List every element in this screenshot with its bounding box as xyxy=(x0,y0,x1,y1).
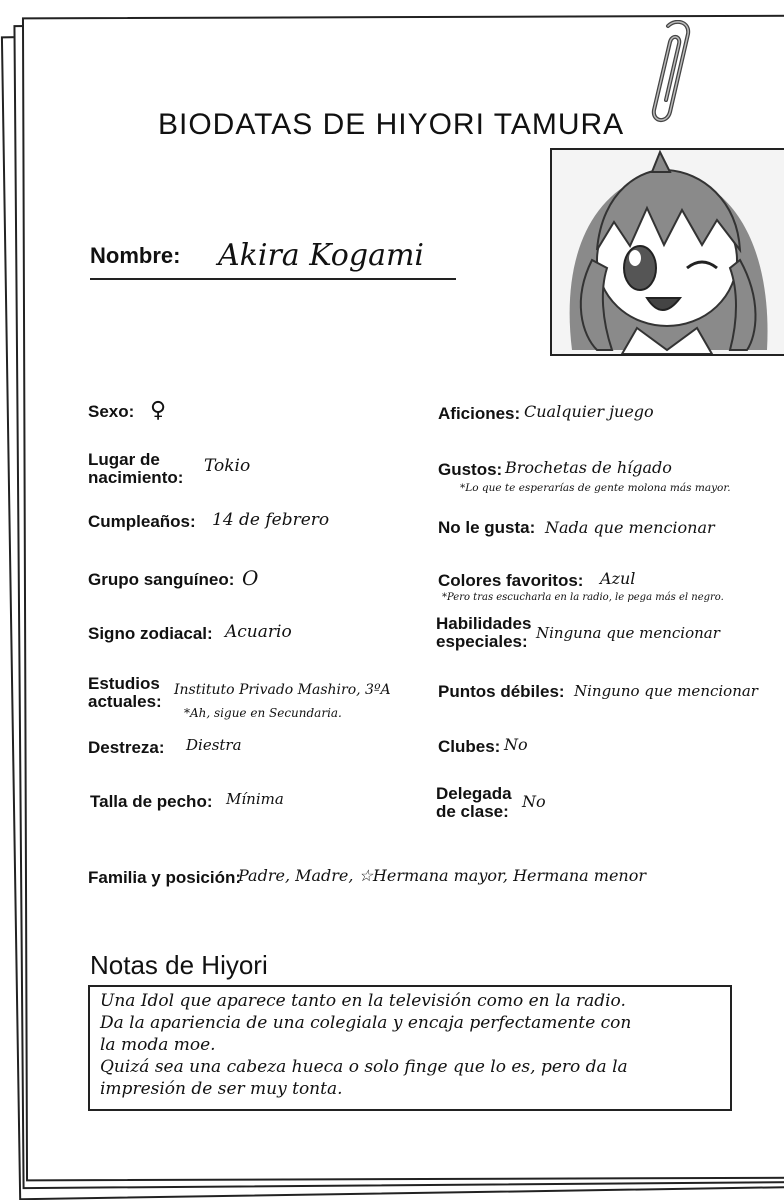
dislikes-label: No le gusta: xyxy=(438,518,536,537)
character-portrait xyxy=(550,148,784,356)
class-rep-value: No xyxy=(522,792,546,811)
birthday-label: Cumpleaños: xyxy=(88,512,196,531)
favorite-colors-note: *Pero tras escucharla en la radio, le pega más el negro. xyxy=(442,592,724,603)
favorite-colors-label: Colores favoritos: xyxy=(438,571,584,590)
page-title: BIODATAS DE HIYORI TAMURA xyxy=(158,108,625,141)
sex-value: ♀ xyxy=(150,398,167,423)
clubs-label: Clubes: xyxy=(438,737,501,756)
family-value: Padre, Madre, ☆Hermana mayor, Hermana menor xyxy=(238,866,647,885)
family-label: Familia y posición: xyxy=(88,868,242,887)
likes-note: *Lo que te esperarías de gente molona más mayor. xyxy=(460,482,731,494)
notes-title: Notas de Hiyori xyxy=(90,950,268,980)
birthplace-label-2: nacimiento: xyxy=(88,468,184,487)
weak-points-label: Puntos débiles: xyxy=(438,682,565,701)
special-skills-value: Ninguna que mencionar xyxy=(536,624,720,642)
notes-line: impresión de ser muy tonta. xyxy=(100,1079,343,1099)
class-rep-label-2: de clase: xyxy=(436,802,509,821)
studies-label-1: Estudios xyxy=(88,674,160,693)
special-skills-label-1: Habilidades xyxy=(436,614,532,633)
blood-type-value: O xyxy=(242,566,259,590)
handedness-label: Destreza: xyxy=(88,738,165,757)
sex-label: Sexo: xyxy=(88,402,135,421)
hobbies-value: Cualquier juego xyxy=(524,402,654,421)
hobbies-label: Aficiones: xyxy=(438,404,521,423)
handedness-value: Diestra xyxy=(186,736,242,754)
paper-clip-icon xyxy=(630,20,710,140)
name-value: Akira Kogami xyxy=(218,238,425,273)
birthday-value: 14 de febrero xyxy=(212,510,330,530)
likes-label: Gustos: xyxy=(438,460,503,479)
notes-line: Da la apariencia de una colegiala y encaja perfectamente con xyxy=(100,1013,632,1033)
likes-value: Brochetas de hígado xyxy=(505,458,672,477)
notes-line: la moda moe. xyxy=(100,1035,216,1055)
name-label: Nombre: xyxy=(90,243,181,268)
notes-line: Una Idol que aparece tanto en la televisión como en la radio. xyxy=(100,991,626,1011)
studies-label-2: actuales: xyxy=(88,692,162,711)
studies-value: Instituto Privado Mashiro, 3ºA xyxy=(174,682,391,698)
zodiac-value: Acuario xyxy=(225,622,292,642)
bust-label: Talla de pecho: xyxy=(90,792,213,811)
birthplace-label-1: Lugar de xyxy=(88,450,160,469)
special-skills-label-2: especiales: xyxy=(436,632,528,651)
studies-note: *Ah, sigue en Secundaria. xyxy=(184,706,342,720)
birthplace-value: Tokio xyxy=(204,456,251,476)
weak-points-value: Ninguno que mencionar xyxy=(574,682,758,700)
class-rep-label-1: Delegada xyxy=(436,784,512,803)
notes-line: Quizá sea una cabeza hueca o solo finge que lo es, pero da la xyxy=(100,1057,628,1077)
dislikes-value: Nada que mencionar xyxy=(545,518,715,537)
bust-value: Mínima xyxy=(226,790,284,808)
clubs-value: No xyxy=(504,735,528,754)
favorite-colors-value: Azul xyxy=(600,569,636,588)
zodiac-label: Signo zodiacal: xyxy=(88,624,213,643)
blood-type-label: Grupo sanguíneo: xyxy=(88,570,235,589)
notes-box xyxy=(88,985,732,1111)
name-underline xyxy=(90,278,456,280)
